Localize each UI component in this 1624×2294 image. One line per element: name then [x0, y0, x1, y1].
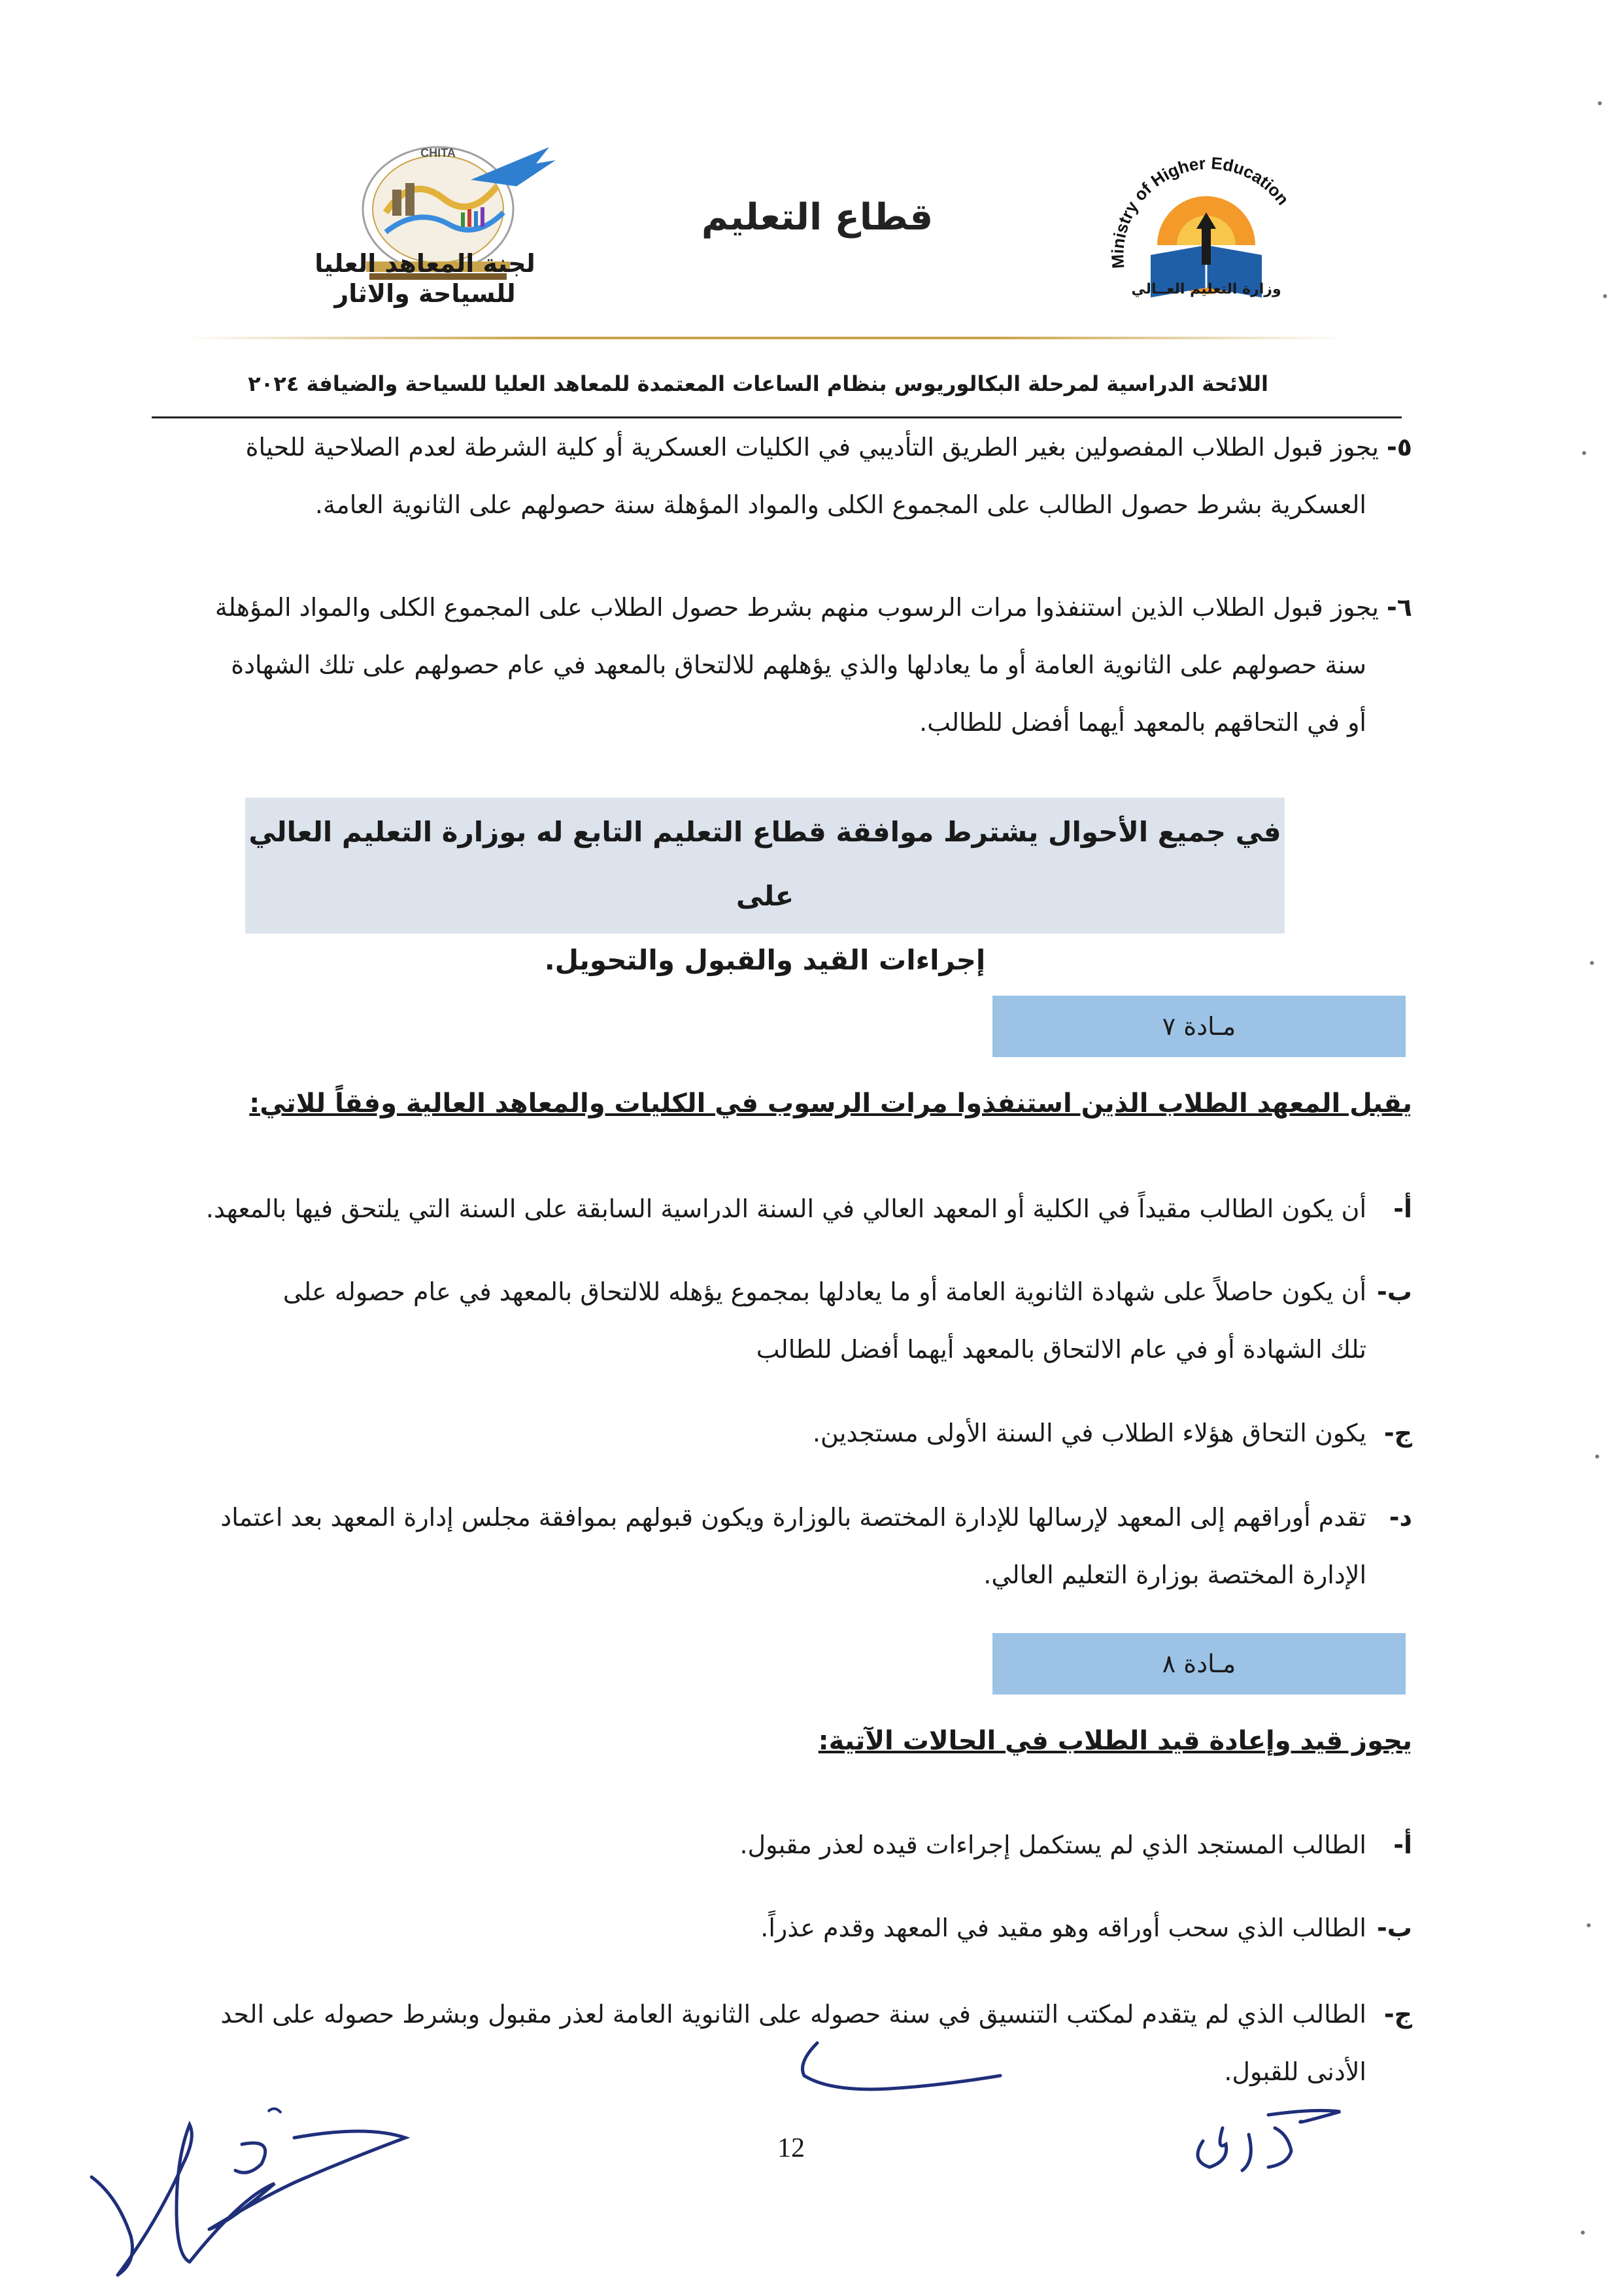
item-mark: أ-: [1393, 1194, 1412, 1223]
notice-line-1: في جميع الأحوال يشترط موافقة قطاع التعليم التابع له بوزارة التعليم العالي على: [248, 816, 1281, 912]
paragraph-number: ٦-: [1387, 593, 1412, 622]
scan-speck: [1581, 2231, 1585, 2235]
item-text-continued: تلك الشهادة أو في عام الالتحاق بالمعهد أيهما أفضل للطالب: [756, 1335, 1366, 1364]
article-7-item-d: [150, 1489, 1412, 1604]
item-mark: أ-: [1393, 1830, 1412, 1859]
paragraph-5: [150, 418, 1412, 533]
ministry-english-name: Ministry of Higher Education: [1108, 153, 1293, 269]
item-text: أن يكون حاصلاً على شهادة الثانوية العامة أو ما يعادلها بمجموع يؤهله للالتحاق بالمعهد في عام حصوله على: [282, 1277, 1366, 1306]
article-7-label: مـادة ٧: [992, 996, 1406, 1057]
paragraph-6-line-1: [150, 579, 1412, 636]
logo-acronym: CHITA: [420, 146, 456, 160]
article-8-item-b: [150, 1899, 1412, 1957]
item-text: الطالب المستجد الذي لم يستكمل إجراءات قيده لعذر مقبول.: [739, 1830, 1366, 1859]
committee-name: [281, 248, 569, 309]
scan-speck: [1587, 1923, 1591, 1927]
scan-speck: [1582, 451, 1586, 455]
item-mark: ب-: [1377, 1914, 1412, 1942]
paragraph-6-line-2: سنة حصولهم على الثانوية العامة أو ما يعادلها والذي يؤهلهم للالتحاق بالمعهد في عام حصولهم على تلك الشهادة: [231, 650, 1366, 679]
article-8-item-a: [150, 1816, 1412, 1874]
signature-right: [1177, 2089, 1366, 2180]
article-8-heading: يجوز قيد وإعادة قيد الطلاب في الحالات الآتية:: [818, 1726, 1412, 1756]
item-mark: ج-: [1383, 2000, 1412, 2029]
sector-title: قطاع التعليم: [701, 196, 934, 239]
paragraph-5-line-1: [150, 418, 1412, 476]
signature-middle: [791, 2030, 1007, 2108]
item-text: يكون التحاق هؤلاء الطلاب في السنة الأولى مستجدين.: [812, 1419, 1366, 1447]
item-mark: ج-: [1383, 1419, 1412, 1447]
scan-speck: [1595, 1455, 1599, 1459]
paragraph-text: يجوز قبول الطلاب الذين استنفذوا مرات الرسوب منهم بشرط حصول الطلاب على المجموع الكلى والمواد المؤهلة: [214, 593, 1379, 622]
item-text: أن يكون الطالب مقيداً في الكلية أو المعهد العالي في السنة الدراسية السابقة على السنة التي يلتحق فيها بالمعهد.: [205, 1194, 1366, 1223]
item-text: الطالب الذي لم يتقدم لمكتب التنسيق في سنة حصوله على الثانوية العامة لعذر مقبول وبشرط حصوله على الحد: [220, 2000, 1366, 2029]
paragraph-number: ٥-: [1387, 433, 1412, 462]
article-8-label: مـادة ٨: [992, 1633, 1406, 1695]
page-number: 12: [777, 2133, 805, 2163]
item-text: الطالب الذي سحب أوراقه وهو مقيد في المعهد وقدم عذراً.: [760, 1914, 1366, 1942]
paragraph-6-line-3: أو في التحاقهم بالمعهد أيهما أفضل للطالب.: [919, 708, 1366, 737]
scan-speck: [1590, 961, 1594, 965]
article-7-heading: يقبل المعهد الطلاب الذين استنفذوا مرات الرسوب في الكليات والمعاهد العالية وفقاً للاتي:: [249, 1088, 1412, 1119]
scan-speck: [1598, 101, 1602, 105]
committee-line-1: لجنة المعاهد العليا: [314, 249, 535, 278]
item-text-continued: الأدنى للقبول.: [1224, 2057, 1366, 2086]
ministry-logo: [1098, 131, 1321, 333]
article-7-item-b: [150, 1263, 1412, 1378]
paragraph-6: [150, 579, 1412, 751]
scan-speck: [1603, 294, 1607, 298]
paragraph-text: يجوز قبول الطلاب المفصولين بغير الطريق التأديبي في الكليات العسكرية أو كلية الشرطة لعدم الصلاحية للحياة: [245, 433, 1379, 462]
item-mark: د-: [1389, 1503, 1412, 1532]
header-divider: [183, 337, 1347, 339]
ministry-arabic-name: وزارة التعليم العــالي: [1131, 281, 1281, 297]
committee-line-2: للسياحة والاثار: [334, 279, 516, 308]
regulation-title: اللائحة الدراسية لمرحلة البكالوريوس بنظام الساعات المعتمدة للمعاهد العليا للسياحة والضيافة ٢٠٢٤: [248, 371, 1268, 396]
paragraph-5-line-2: العسكرية بشرط حصول الطالب على المجموع الكلى والمواد المؤهلة سنة حصولهم على الثانوية العامة.: [314, 490, 1366, 519]
notice-box: [245, 798, 1285, 976]
article-7-item-a: [150, 1180, 1412, 1238]
item-text-continued: الإدارة المختصة بوزارة التعليم العالي.: [983, 1560, 1366, 1589]
article-7-item-c: [150, 1404, 1412, 1462]
notice-line-2: إجراءات القيد والقبول والتحويل.: [544, 944, 986, 976]
item-text: تقدم أوراقهم إلى المعهد لإرسالها للإدارة المختصة بالوزارة ويكون قبولهم بموافقة مجلس إدارة المعهد بعد اعتماد: [220, 1503, 1366, 1532]
item-mark: ب-: [1377, 1277, 1412, 1306]
signature-left: [78, 2066, 418, 2288]
